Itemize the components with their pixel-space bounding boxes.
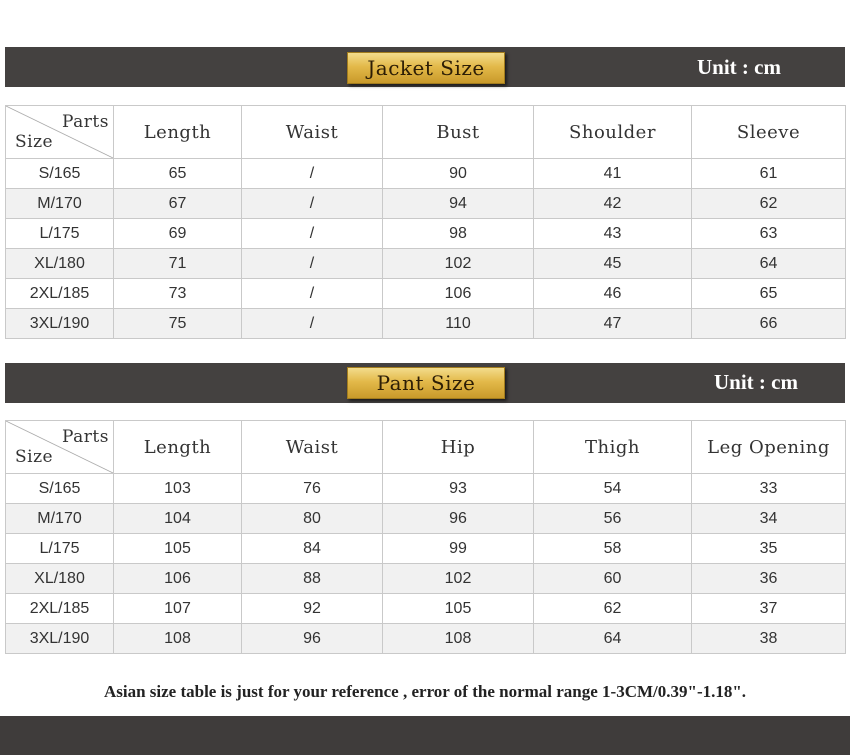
column-header-length: Length: [114, 106, 242, 159]
size-cell: 2XL/185: [6, 594, 114, 624]
size-cell: L/175: [6, 534, 114, 564]
value-cell: 38: [692, 624, 846, 654]
size-cell: M/170: [6, 504, 114, 534]
value-cell: 102: [383, 564, 534, 594]
value-cell: 106: [114, 564, 242, 594]
jacket-size-table: [5, 105, 846, 339]
value-cell: 61: [692, 159, 846, 189]
value-cell: 99: [383, 534, 534, 564]
table-row: [6, 624, 846, 654]
pant-unit-label: Unit : cm: [714, 370, 798, 394]
value-cell: /: [242, 159, 383, 189]
value-cell: 34: [692, 504, 846, 534]
column-header-bust: Bust: [383, 106, 534, 159]
reference-note: Asian size table is just for your reference , error of the normal range 1-3CM/0.39"-1.18".: [103, 682, 747, 701]
size-cell: XL/180: [6, 564, 114, 594]
value-cell: 94: [383, 189, 534, 219]
value-cell: 37: [692, 594, 846, 624]
corner-parts-label: Parts: [62, 112, 109, 132]
column-header-waist: Waist: [242, 106, 383, 159]
table-row: [6, 594, 846, 624]
value-cell: 96: [242, 624, 383, 654]
value-cell: 105: [383, 594, 534, 624]
value-cell: 104: [114, 504, 242, 534]
column-header-thigh: Thigh: [534, 421, 692, 474]
corner-size-label: Size: [15, 132, 54, 152]
value-cell: 108: [383, 624, 534, 654]
column-header-hip: Hip: [383, 421, 534, 474]
footer-bar: [0, 716, 850, 755]
value-cell: 96: [383, 504, 534, 534]
table-row: [6, 249, 846, 279]
value-cell: 92: [242, 594, 383, 624]
corner-size-label: Size: [15, 447, 54, 467]
column-header-sleeve: Sleeve: [692, 106, 846, 159]
table-row: [6, 504, 846, 534]
column-header-shoulder: Shoulder: [534, 106, 692, 159]
table-row: [6, 219, 846, 249]
table-row: [6, 159, 846, 189]
jacket-header-row: [6, 106, 846, 159]
value-cell: 75: [114, 309, 242, 339]
table-row: [6, 279, 846, 309]
value-cell: 103: [114, 474, 242, 504]
value-cell: /: [242, 189, 383, 219]
size-cell: 3XL/190: [6, 624, 114, 654]
value-cell: 54: [534, 474, 692, 504]
value-cell: 33: [692, 474, 846, 504]
value-cell: 71: [114, 249, 242, 279]
value-cell: 62: [534, 594, 692, 624]
value-cell: 65: [692, 279, 846, 309]
table-row: [6, 534, 846, 564]
value-cell: 58: [534, 534, 692, 564]
value-cell: 84: [242, 534, 383, 564]
value-cell: 60: [534, 564, 692, 594]
column-header-leg-opening: Leg Opening: [692, 421, 846, 474]
value-cell: 56: [534, 504, 692, 534]
value-cell: /: [242, 219, 383, 249]
size-cell: XL/180: [6, 249, 114, 279]
size-cell: S/165: [6, 474, 114, 504]
column-header-length: Length: [114, 421, 242, 474]
value-cell: 62: [692, 189, 846, 219]
value-cell: 107: [114, 594, 242, 624]
pant-header-row: [6, 421, 846, 474]
value-cell: 73: [114, 279, 242, 309]
table-row: [6, 474, 846, 504]
value-cell: 35: [692, 534, 846, 564]
table-row: [6, 309, 846, 339]
value-cell: 43: [534, 219, 692, 249]
size-cell: M/170: [6, 189, 114, 219]
value-cell: 106: [383, 279, 534, 309]
value-cell: 69: [114, 219, 242, 249]
value-cell: 46: [534, 279, 692, 309]
value-cell: 36: [692, 564, 846, 594]
value-cell: 65: [114, 159, 242, 189]
value-cell: 90: [383, 159, 534, 189]
value-cell: 64: [534, 624, 692, 654]
value-cell: 47: [534, 309, 692, 339]
corner-cell: [6, 421, 114, 474]
value-cell: 45: [534, 249, 692, 279]
size-cell: L/175: [6, 219, 114, 249]
pant-title-badge: Pant Size: [347, 367, 505, 399]
column-header-waist: Waist: [242, 421, 383, 474]
value-cell: 66: [692, 309, 846, 339]
table-row: [6, 189, 846, 219]
value-cell: 98: [383, 219, 534, 249]
value-cell: 67: [114, 189, 242, 219]
value-cell: 42: [534, 189, 692, 219]
value-cell: /: [242, 279, 383, 309]
value-cell: 93: [383, 474, 534, 504]
value-cell: 64: [692, 249, 846, 279]
size-cell: 2XL/185: [6, 279, 114, 309]
value-cell: 80: [242, 504, 383, 534]
jacket-unit-label: Unit : cm: [697, 55, 781, 79]
value-cell: 76: [242, 474, 383, 504]
value-cell: 108: [114, 624, 242, 654]
corner-parts-label: Parts: [62, 427, 109, 447]
value-cell: 63: [692, 219, 846, 249]
pant-size-table: [5, 420, 846, 654]
size-cell: 3XL/190: [6, 309, 114, 339]
table-row: [6, 564, 846, 594]
size-cell: S/165: [6, 159, 114, 189]
value-cell: 88: [242, 564, 383, 594]
corner-cell: [6, 106, 114, 159]
value-cell: /: [242, 309, 383, 339]
value-cell: 110: [383, 309, 534, 339]
jacket-title-badge: Jacket Size: [347, 52, 505, 84]
value-cell: 105: [114, 534, 242, 564]
value-cell: 41: [534, 159, 692, 189]
value-cell: 102: [383, 249, 534, 279]
value-cell: /: [242, 249, 383, 279]
